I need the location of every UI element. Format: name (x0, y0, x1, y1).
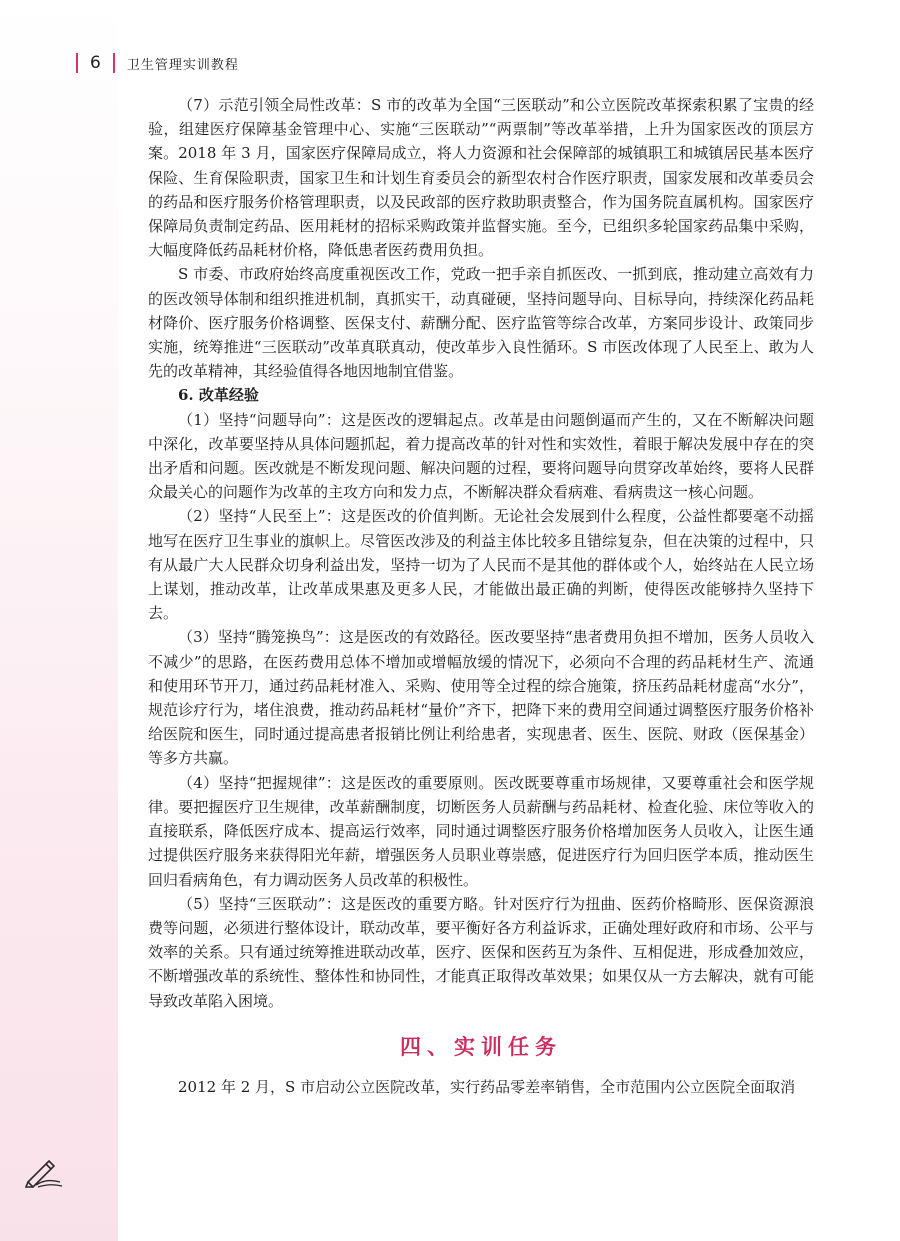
side-decoration-strip (0, 0, 118, 1241)
paragraph-cage-bird: （3）坚持“腾笼换鸟”：这是医改的有效路径。医改要坚持“患者费用负担不增加，医务人员收入不减少”的思路，在医药费用总体不增加或增幅放缓的情况下，必须向不合理的药品耗材生产、流通和使用环节开刀，通过药品耗材准入、采购、使用等全过程的综合施策，挤压药品耗材虚高“水分”，规范诊疗行为，堵住浪费，推动药品耗材“量价”齐下，把降下来的费用空间通过调整医疗服务价格补给医院和医生，同时通过提高患者报销比例让利给患者，实现患者、医生、医院、财政（医保基金）等多方共赢。 (148, 628, 814, 768)
paragraph-people-first: （2）坚持“人民至上”：这是医改的价值判断。无论社会发展到什么程度，公益性都要毫不动摇地写在医疗卫生事业的旗帜上。尽管医改涉及的利益主体比较多且错综复杂，但在决策的过程中，只有从最广大人民群众切身利益出发，坚持一切为了人民而不是其他的群体或个人，始终站在人民立场上谋划，推动改革，让改革成果惠及更多人民，才能做出最正确的判断，使得医改能够持久坚持下去。 (148, 507, 814, 623)
subheading-reform-experience: 6. 改革经验 (178, 386, 259, 405)
paragraph-city-leadership: S 市委、市政府始终高度重视医改工作，党政一把手亲自抓医改、一抓到底，推动建立高效有力的医改领导体制和组织推进机制，真抓实干，动真碰硬，坚持问题导向、目标导向，持续深化药品耗材降价、医疗服务价格调整、医保支付、薪酬分配、医疗监管等综合改革，方案同步设计、政策同步实施，统筹推进“三医联动”改革真联真动，使改革步入良性循环。S 市医改体现了人民至上、敢为人先的改革精神，其经验值得各地因地制宜借鉴。 (148, 265, 814, 381)
header-bar-left (76, 53, 78, 73)
running-header (76, 50, 239, 76)
header-bar-right (113, 53, 115, 73)
paragraph-three-medical-linkage: （5）坚持“三医联动”：这是医改的重要方略。针对医疗行为扭曲、医药价格畸形、医保资源浪费等问题，必须进行整体设计，联动改革，要平衡好各方利益诉求，正确处理好政府和市场、公平与效率的关系。只有通过统筹推进联动改革，医疗、医保和医药互为条件、互相促进，形成叠加效应，不断增强改革的系统性、整体性和协同性，才能真正取得改革效果；如果仅从一方去解决，就有可能导致改革陷入困境。 (148, 894, 814, 1010)
page-body (148, 93, 814, 1099)
paragraph-training-task: 2012 年 2 月，S 市启动公立医院改革，实行药品零差率销售，全市范围内公立医院全面取消 (178, 1077, 796, 1096)
page-number: 6 (90, 53, 101, 73)
paragraph-problem-oriented: （1）坚持“问题导向”：这是医改的逻辑起点。改革是由问题倒逼而产生的，又在不断解决问题中深化，改革要坚持从具体问题抓起，着力提高改革的针对性和实效性，着眼于解决发展中存在的突出矛盾和问题。医改就是不断发现问题、解决问题的过程，要将问题导向贯穿改革始终，要将人民群众最关心的问题作为改革的主攻方向和发力点，不断解决群众看病难、看病贵这一核心问题。 (148, 410, 814, 502)
paragraph-grasp-laws: （4）坚持“把握规律”：这是医改的重要原则。医改既要尊重市场规律，又要尊重社会和医学规律。要把握医疗卫生规律，改革薪酬制度，切断医务人员薪酬与药品耗材、检查化验、床位等收入的直接联系，降低医疗成本、提高运行效率，同时通过调整医疗服务价格增加医务人员收入，让医生通过提供医疗服务来获得阳光年薪，增强医务人员职业尊崇感，促进医疗行为回归医学本质，推动医生回归看病角色，有力调动医务人员改革的积极性。 (148, 773, 814, 889)
book-title: 卫生管理实训教程 (126, 57, 239, 73)
section-title: 四、实训任务 (400, 1034, 562, 1059)
paragraph-7-demonstration: （7）示范引领全局性改革：S 市的改革为全国“三医联动”和公立医院改革探索积累了宝贵的经验，组建医疗保障基金管理中心、实施“三医联动”“两票制”等改革举措，上升为国家医改的顶层方案。2018 年 3 月，国家医疗保障局成立，将人力资源和社会保障部的城镇职工和城镇居民基本医疗保险、生育保险职责，国家卫生和计划生育委员会的新型农村合作医疗职责，国家发展和改革委员会的药品和医疗服务价格管理职责，以及民政部的医疗救助职责整合，作为国务院直属机构。国家医疗保障局负责制定药品、医用耗材的招标采购政策并监督实施。至今，已组织多轮国家药品集中采购，大幅度降低药品耗材价格，降低患者医药费用负担。 (148, 96, 814, 260)
pen-hand-icon (24, 1158, 64, 1188)
